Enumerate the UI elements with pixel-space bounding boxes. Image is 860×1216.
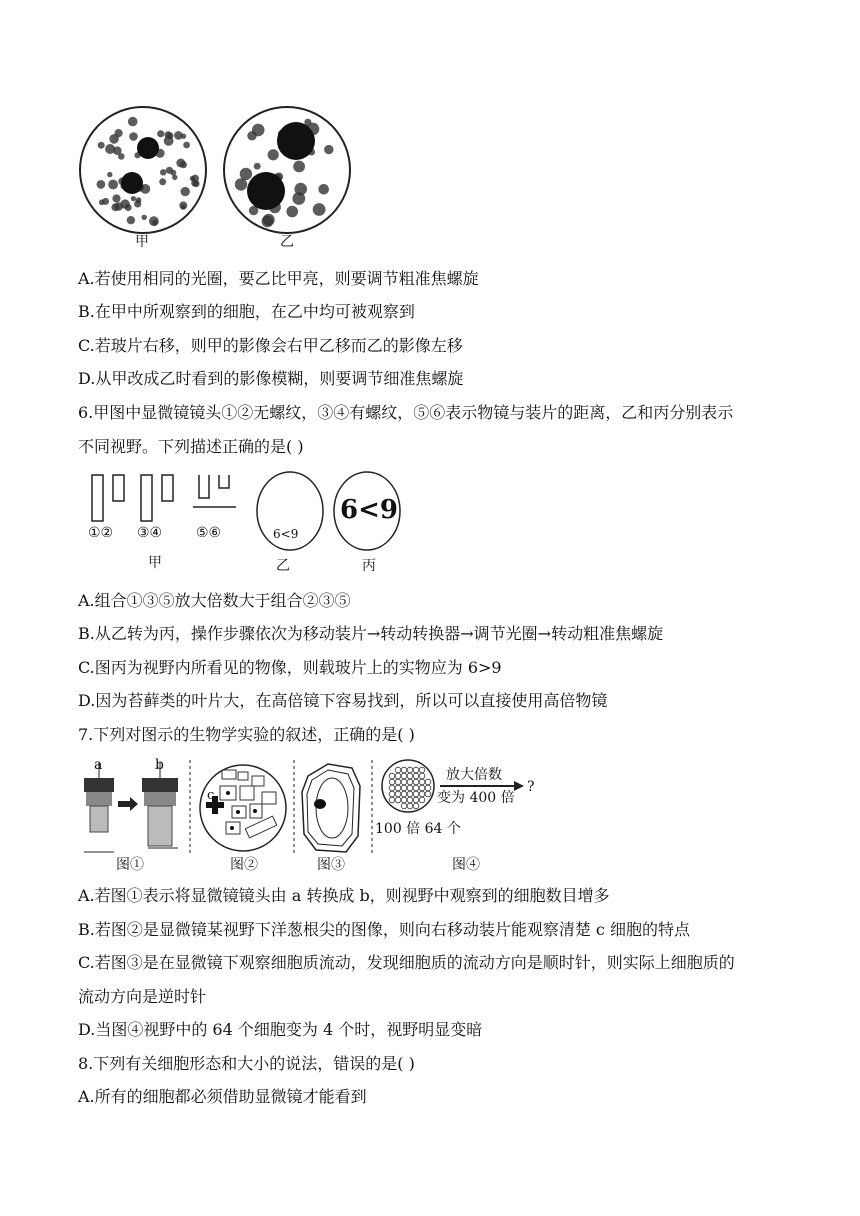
conversion-arrow: [118, 797, 138, 811]
q7-option-b: B.若图②是显微镜某视野下洋葱根尖的图像，则向右移动装片能观察清楚 c 细胞的特点: [78, 920, 690, 939]
small-view-text: 6<9: [273, 527, 299, 541]
fig-label-2: 图②: [230, 857, 258, 873]
plant-cell-diagram: [302, 764, 360, 852]
objective-lenses: [141, 475, 173, 521]
cell-c-label: c: [207, 788, 215, 803]
q7-option-d: D.当图④视野中的 64 个细胞变为 4 个时，视野明显变暗: [78, 1020, 483, 1039]
q6-option-d: D.因为苔藓类的叶片大，在高倍镜下容易找到，所以可以直接使用高倍物镜: [78, 691, 608, 710]
lens-label-12: ①②: [88, 525, 114, 541]
fig-label-1: 图①: [116, 857, 144, 873]
field-yi: [224, 107, 350, 233]
large-view-text: 6<9: [340, 495, 398, 525]
field-jia: [80, 107, 206, 233]
cell-grid-field: [382, 760, 434, 812]
lens-label-34: ③④: [137, 525, 163, 541]
q8-option-a: A.所有的细胞都必须借助显微镜才能看到: [78, 1087, 367, 1106]
q6-stem-line1: 6.甲图中显微镜镜头①②无螺纹，③④有螺纹，⑤⑥表示物镜与装片的距离，乙和丙分别表示: [78, 403, 734, 422]
q6-stem-line2: 不同视野。下列描述正确的是( ): [78, 437, 304, 456]
q7-option-a: A.若图①表示将显微镜镜头由 a 转换成 b，则视野中观察到的细胞数目增多: [78, 886, 610, 905]
q5-option-a: A.若使用相同的光圈，要乙比甲亮，则要调节粗准焦螺旋: [78, 269, 479, 288]
eyepiece-lenses: [92, 475, 124, 521]
q8-stem: 8.下列有关细胞形态和大小的说法，错误的是( ): [78, 1054, 415, 1073]
panel-label-bing: 丙: [362, 558, 376, 574]
q5-option-b: B.在甲中所观察到的细胞，在乙中均可被观察到: [78, 302, 415, 321]
fig-label-4: 图④: [452, 857, 480, 873]
root-tip-field: [200, 765, 286, 851]
q6-figure: [0, 465, 860, 585]
lens-b-label: b: [155, 757, 164, 773]
q7-figure: [0, 756, 860, 866]
magnify-label-2: 变为 400 倍: [437, 790, 515, 806]
q6-option-b: B.从乙转为丙，操作步骤依次为移动装片→转动转换器→调节光圈→转动粗准焦螺旋: [78, 624, 664, 643]
fig-label-3: 图③: [317, 857, 345, 873]
q7-stem: 7.下列对图示的生物学实验的叙述，正确的是( ): [78, 725, 415, 744]
q5-option-d: D.从甲改成乙时看到的影像模糊，则要调节细准焦螺旋: [78, 369, 464, 388]
q7-option-c-cont: 流动方向是逆时针: [78, 987, 207, 1006]
question-mark: ?: [527, 779, 535, 795]
figure-label-jia: 甲: [135, 234, 149, 250]
q5-option-c: C.若玻片右移，则甲的影像会右甲乙移而乙的影像左移: [78, 336, 463, 355]
q6-option-a: A.组合①③⑤放大倍数大于组合②③⑤: [78, 591, 351, 610]
q6-option-c: C.图丙为视野内所看见的物像，则载玻片上的实物应为 6>9: [78, 658, 502, 677]
figure-label-yi: 乙: [280, 234, 294, 250]
objective-lens-b: [142, 762, 178, 846]
magnify-label-1: 放大倍数: [446, 767, 502, 783]
microscope-fields-figure: [0, 0, 860, 260]
panel-label-yi: 乙: [276, 558, 290, 574]
panel-label-jia: 甲: [148, 555, 162, 571]
lens-label-56: ⑤⑥: [196, 525, 222, 541]
lens-a-label: a: [94, 757, 103, 773]
objective-distance-diagram: [193, 475, 236, 507]
count-label: 100 倍 64 个: [375, 821, 461, 837]
q7-option-c: C.若图③是在显微镜下观察细胞质流动，发现细胞质的流动方向是顺时针，则实际上细胞质的: [78, 953, 735, 972]
